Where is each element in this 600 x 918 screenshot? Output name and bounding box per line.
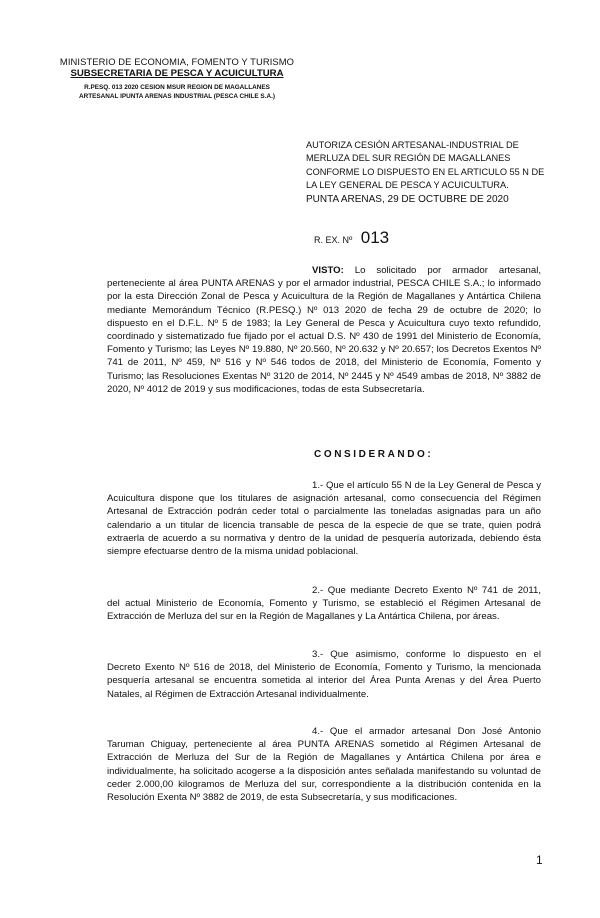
reference-line-2: ARTESANAL IPUNTA ARENAS INDUSTRIAL (PESCA CHILE S.A.)	[79, 93, 275, 100]
subject-line-1: AUTORIZA CESIÓN ARTESANAL-INDUSTRIAL DE	[306, 140, 519, 150]
subsecretaria-name: SUBSECRETARIA DE PESCA Y ACUICULTURA	[70, 68, 284, 79]
considerando-title: CONSIDERANDO:	[314, 449, 434, 460]
reference-line-1: R.PESQ. 013 2020 CESION MSUR REGION DE MAGALLANES	[84, 84, 270, 91]
subject-line-4: LA LEY GENERAL DE PESCA Y ACUICULTURA.	[306, 179, 509, 190]
resolution-number	[314, 228, 389, 248]
visto-text: Lo solicitado por armador artesanal, perteneciente al área PUNTA ARENAS y por el armador industrial, PESCA CHILE S.A.; lo informado por la esta Dirección Zonal de Pesca y Acuicultura de la Región de Magallanes y Antártica Chilena mediante Memorándum Técnico (R.PESQ.) Nº 013 2020 de fecha 29 de octubre de 2020; lo dispuesto en el D.F.L. Nº 5 de 1983; la Ley General de Pesca y Acuicultura cuyo texto refundido, coordinado y sistematizado fue fijado por el actual D.S. Nº 430 de 1991 del Ministerio de Economía, Fomento y Turismo; las Leyes Nº 19.880, Nº 20.560, Nº 20.632 y Nº 20.657; los Decretos Exentos Nº 741 de 2011, Nº 459, Nº 516 y Nº 546 todos de 2018, del Ministerio de Economía, Fomento y Turismo; las Resoluciones Exentas Nº 3120 de 2014, Nº 2445 y Nº 4549 ambas de 2018, Nº 3882 de 2020, Nº 4012 de 2019 y sus modificaciones, todas de esta Subsecretaría.	[107, 265, 541, 395]
resolution-number-value: 013	[360, 228, 390, 247]
resolution-subject	[306, 139, 556, 192]
letterhead	[52, 56, 302, 101]
place-and-date: PUNTA ARENAS, 29 DE OCTUBRE DE 2020	[306, 194, 509, 205]
subject-line-3: CONFORME LO DISPUESTO EN EL ARTICULO 55 N DE	[306, 166, 545, 177]
visto-paragraph	[107, 264, 541, 396]
ministry-name: MINISTERIO DE ECONOMIA, FOMENTO Y TURISMO	[59, 56, 295, 67]
resolution-label: R. EX. Nº	[314, 235, 353, 245]
page-number: 1	[536, 853, 543, 867]
visto-label: VISTO:	[312, 265, 344, 276]
considerando-paragraph-3: 3.- Que asimismo, conforme lo dispuesto en el Decreto Exento Nº 516 de 2018, del Ministerio de Economía, Fomento y Turismo, la mencionada pesquería artesanal se encuentra sometida al interior del Área Punta Arenas y del Área Puerto Natales, al Régimen de Extracción Artesanal individualmente.	[107, 649, 541, 700]
considerando-paragraph-1: 1.- Que el artículo 55 N de la Ley General de Pesca y Acuicultura dispone que los titulares de asignación artesanal, como consecuencia del Régimen Artesanal de Extracción podrán ceder total o parcialmente las toneladas asignadas para un año calendario a un titular de licencia transable de pesca de la especie de que se trate, quien podrá extraerla de acuerdo a su normativa y dentro de la unidad de pesquería autorizada, debiendo ésta siempre efectuarse dentro de la misma unidad poblacional.	[107, 480, 541, 558]
considerando-paragraph-2: 2.- Que mediante Decreto Exento Nº 741 de 2011, del actual Ministerio de Economía, Fomento y Turismo, se estableció el Régimen Artesanal de Extracción de Merluza del sur en la Región de Magallanes y La Antártica Chilena, por áreas.	[107, 585, 541, 623]
considerando-paragraph-4: 4.- Que el armador artesanal Don José Antonio Taruman Chiguay, perteneciente al área PUNTA ARENAS sometido al Régimen Artesanal de Extracción de Merluza del Sur de la Región de Magallanes y Antártica Chilena por área e individualmente, ha solicitado acogerse a la disposición antes señalada manifestando su voluntad de ceder 2.000,00 kilogramos de Merluza del sur, correspondiente a la distribución contenida en la Resolución Exenta Nº 3882 de 2019, de esta Subsecretaría, y sus modificaciones.	[107, 726, 541, 804]
subject-line-2: MERLUZA DEL SUR REGIÓN DE MAGALLANES	[306, 153, 511, 164]
